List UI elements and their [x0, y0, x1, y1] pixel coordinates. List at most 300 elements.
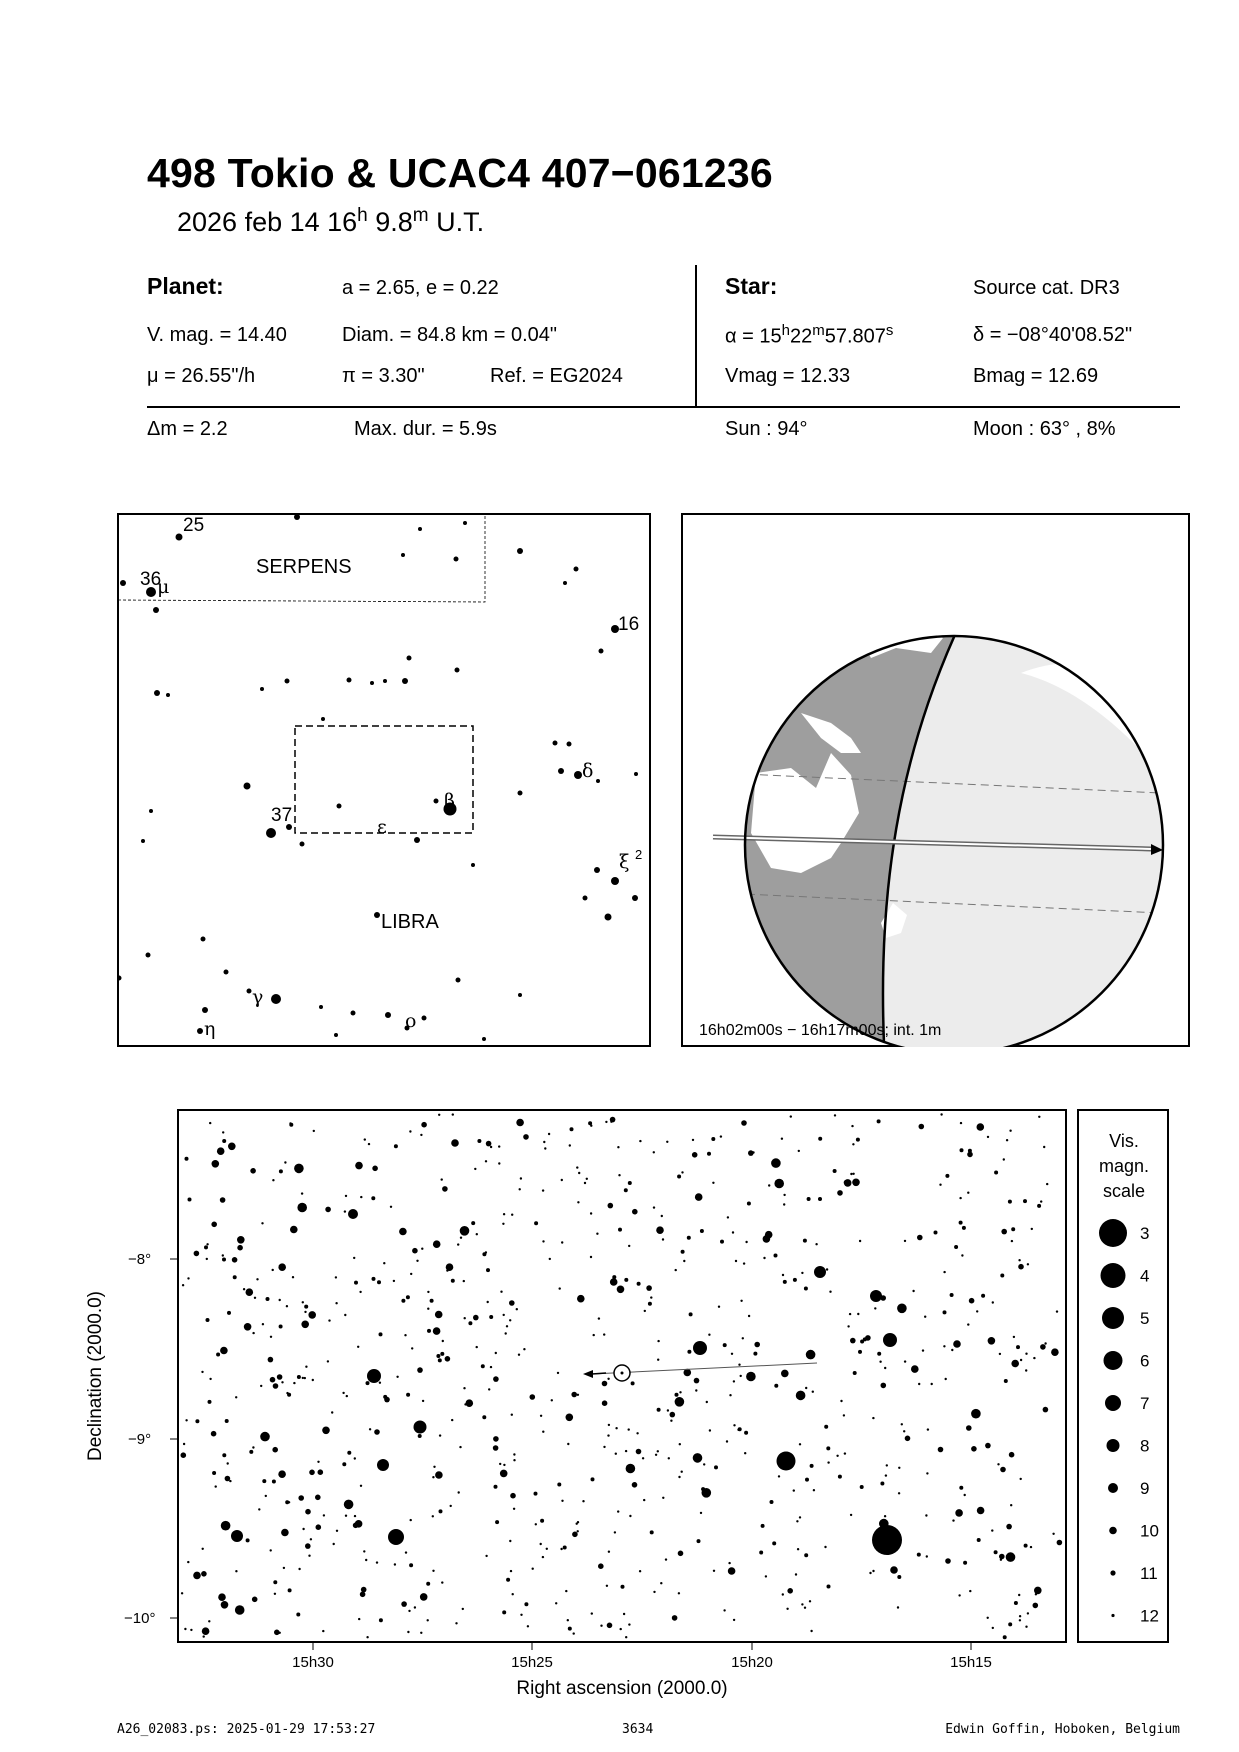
field-star: [462, 1608, 464, 1610]
y-axis-label: Declination (2000.0): [85, 1290, 106, 1462]
field-star: [279, 1299, 281, 1301]
field-star: [971, 1446, 977, 1452]
field-star: [451, 1419, 453, 1421]
field-star: [374, 1429, 380, 1435]
bright-star: [231, 1530, 243, 1542]
field-star: [410, 1273, 412, 1275]
field-star: [281, 1529, 289, 1537]
field-star: [748, 1315, 750, 1317]
field-star: [603, 1333, 605, 1335]
field-star: [561, 1241, 563, 1243]
field-star: [966, 1425, 972, 1431]
field-star: [273, 1580, 277, 1584]
field-star: [305, 1366, 307, 1368]
field-star: [201, 1571, 207, 1577]
field-star: [566, 1414, 574, 1422]
field-star: [450, 1505, 452, 1507]
field-star: [729, 1394, 731, 1396]
field-star: [433, 1327, 441, 1335]
field-star: [985, 1443, 991, 1449]
field-star: [969, 1298, 975, 1304]
field-star: [220, 1347, 228, 1355]
field-star: [960, 1148, 964, 1152]
field-star: [629, 1515, 631, 1517]
field-star: [967, 1323, 969, 1325]
field-star: [246, 1288, 254, 1296]
field-star: [561, 1179, 563, 1181]
field-star: [353, 1257, 355, 1259]
finder-star: [563, 581, 567, 585]
field-star: [958, 1594, 960, 1596]
field-star: [279, 1325, 283, 1329]
field-star: [987, 1617, 989, 1619]
constellation-label: SERPENS: [256, 556, 352, 578]
star-heading: Star:: [725, 273, 778, 299]
field-star: [209, 1122, 211, 1124]
field-star: [890, 1566, 898, 1574]
field-star: [427, 1329, 431, 1333]
field-star: [355, 1520, 363, 1528]
field-star: [212, 1471, 216, 1475]
field-star: [498, 1162, 500, 1164]
field-star: [270, 1336, 272, 1338]
field-star: [628, 1623, 630, 1625]
field-star: [368, 1143, 370, 1145]
field-star: [790, 1115, 792, 1117]
field-star: [563, 1546, 567, 1550]
field-star: [843, 1414, 845, 1416]
field-star: [655, 1454, 657, 1456]
field-star: [509, 1540, 511, 1542]
finder-star: [285, 679, 290, 684]
finder-star: [407, 656, 412, 661]
finder-star: [454, 557, 459, 562]
field-star: [863, 1337, 867, 1341]
field-star: [509, 1319, 511, 1321]
field-star: [743, 1262, 745, 1264]
finder-star: [201, 937, 206, 942]
scale-dot: [1102, 1307, 1124, 1329]
field-star: [208, 1400, 212, 1404]
field-star: [502, 1610, 506, 1614]
field-star: [195, 1419, 199, 1423]
field-star: [420, 1632, 422, 1634]
finder-star: [422, 1016, 427, 1021]
field-star: [270, 1549, 272, 1551]
field-star: [672, 1615, 678, 1621]
field-star: [675, 1269, 677, 1271]
field-star: [723, 1343, 727, 1347]
field-star: [897, 1575, 901, 1579]
field-star: [782, 1274, 784, 1276]
field-star: [917, 1235, 923, 1241]
finder-star: [599, 649, 604, 654]
field-star: [206, 1318, 210, 1322]
field-star: [706, 1401, 708, 1403]
finder-star: [224, 970, 229, 975]
field-star: [735, 1260, 737, 1262]
table-rules: [0, 0, 1239, 460]
field-star: [615, 1453, 617, 1455]
field-star: [433, 1240, 441, 1248]
field-star: [774, 1254, 778, 1258]
field-star: [844, 1452, 846, 1454]
field-star: [623, 1613, 625, 1615]
field-star: [607, 1434, 609, 1436]
field-star: [416, 1260, 418, 1262]
field-star: [354, 1281, 358, 1285]
finder-star: [383, 679, 387, 683]
star-right-ascension: $\alpha = 15^h22^m57.807^s$: [725, 322, 894, 348]
field-star: [918, 1383, 920, 1385]
field-star: [1043, 1407, 1049, 1413]
field-star: [511, 1414, 513, 1416]
field-star: [542, 1189, 544, 1191]
finder-star: [149, 809, 153, 813]
field-star: [662, 1238, 664, 1240]
field-star: [455, 1622, 457, 1624]
field-star: [532, 1568, 534, 1570]
field-star: [590, 1256, 592, 1258]
field-star: [516, 1119, 524, 1127]
field-star: [967, 1192, 969, 1194]
bright-star: [693, 1341, 707, 1355]
field-star: [426, 1582, 430, 1586]
x-tick-label: 15h30: [292, 1654, 334, 1671]
star-label: μ: [157, 576, 170, 598]
field-star: [827, 1461, 829, 1463]
field-star: [874, 1307, 876, 1309]
field-star: [404, 1334, 406, 1336]
field-star: [535, 1523, 537, 1525]
field-star: [281, 1381, 283, 1383]
field-star: [824, 1425, 828, 1429]
field-star: [335, 1302, 337, 1304]
field-star: [945, 1558, 951, 1564]
field-star: [765, 1575, 767, 1577]
field-star: [217, 1147, 225, 1155]
field-star: [183, 1443, 185, 1445]
field-star: [433, 1466, 435, 1468]
field-star: [774, 1179, 784, 1189]
y-tick-label: −8°: [128, 1251, 152, 1268]
field-star: [1056, 1310, 1058, 1312]
field-star: [401, 1299, 405, 1303]
field-star: [252, 1446, 254, 1448]
field-star: [361, 1587, 367, 1593]
field-star: [233, 1275, 237, 1279]
field-star: [687, 1350, 691, 1354]
field-star: [232, 1257, 238, 1263]
field-star: [414, 1606, 416, 1608]
field-star: [774, 1384, 778, 1388]
field-star: [799, 1443, 801, 1445]
field-star: [826, 1268, 828, 1270]
field-star: [222, 1131, 224, 1133]
field-star: [847, 1325, 849, 1327]
field-star: [503, 1464, 505, 1466]
field-star: [342, 1392, 344, 1394]
field-star: [807, 1197, 811, 1201]
finder-chart: [117, 513, 651, 1047]
field-star: [1018, 1594, 1020, 1596]
finder-star: [197, 1028, 203, 1034]
field-star: [945, 1378, 947, 1380]
field-star: [733, 1380, 735, 1382]
field-star: [675, 1397, 685, 1407]
field-star: [490, 1146, 492, 1148]
field-star: [1019, 1615, 1021, 1617]
field-star: [702, 1488, 712, 1498]
field-star: [409, 1563, 413, 1567]
field-star: [446, 1269, 448, 1271]
field-star: [689, 1312, 693, 1316]
field-star: [939, 1184, 941, 1186]
field-star: [523, 1134, 529, 1140]
scale-label: 5: [1140, 1309, 1150, 1328]
star-label: γ: [252, 986, 264, 1008]
field-star: [576, 1523, 578, 1525]
field-star: [853, 1371, 857, 1375]
field-star: [576, 1166, 578, 1168]
finder-star: [374, 912, 380, 918]
field-star: [358, 1618, 360, 1620]
field-star: [1003, 1158, 1005, 1160]
field-star: [211, 1431, 217, 1437]
field-star: [527, 1625, 529, 1627]
field-star: [934, 1231, 938, 1235]
field-star: [459, 1446, 461, 1448]
field-star: [598, 1317, 600, 1319]
field-star: [310, 1538, 312, 1540]
field-star: [851, 1125, 853, 1127]
footer-file: A26_02083.ps: 2025-01-29 17:53:27: [117, 1722, 376, 1737]
star-label: β: [444, 790, 455, 812]
scale-dot: [1101, 1263, 1126, 1288]
field-star: [187, 1277, 189, 1279]
finder-star: [334, 1033, 338, 1037]
field-star: [860, 1485, 864, 1489]
field-star: [408, 1610, 410, 1612]
field-star: [237, 1245, 243, 1251]
field-star: [606, 1585, 608, 1587]
field-star: [220, 1197, 226, 1203]
field-star: [709, 1429, 711, 1431]
field-star: [211, 1222, 217, 1228]
minute-unit: m: [412, 205, 429, 226]
field-star: [354, 1515, 356, 1517]
field-star: [700, 1512, 702, 1514]
field-star: [588, 1121, 592, 1125]
field-star: [738, 1364, 740, 1366]
field-star: [600, 1625, 602, 1627]
field-star: [810, 1464, 814, 1468]
field-star: [681, 1250, 685, 1254]
finder-star: [596, 779, 600, 783]
field-star: [476, 1346, 478, 1348]
field-star: [881, 1383, 887, 1389]
field-star: [693, 1453, 703, 1463]
field-star: [451, 1279, 455, 1283]
field-star: [608, 1551, 610, 1553]
field-star: [617, 1510, 619, 1512]
field-star: [278, 1470, 286, 1478]
field-star: [744, 1452, 746, 1454]
field-star: [258, 1508, 260, 1510]
star-label: 2: [635, 847, 643, 862]
scale-title: Vis.: [1109, 1131, 1139, 1151]
field-star: [557, 1372, 559, 1374]
y-ticks: [124, 1251, 178, 1627]
field-star: [968, 1149, 972, 1153]
field-star: [542, 1556, 544, 1558]
field-star: [614, 1531, 616, 1533]
scale-label: 7: [1140, 1394, 1150, 1413]
field-star: [962, 1226, 966, 1230]
finder-star: [321, 717, 325, 721]
field-star: [726, 1440, 728, 1442]
field-star: [296, 1613, 300, 1617]
field-star: [427, 1291, 429, 1293]
field-star: [277, 1374, 283, 1380]
field-star: [1025, 1353, 1027, 1355]
field-star: [959, 1221, 963, 1225]
field-star: [584, 1182, 586, 1184]
field-star: [737, 1429, 739, 1431]
field-star: [728, 1567, 736, 1575]
field-star: [383, 1262, 385, 1264]
field-star: [818, 1137, 822, 1141]
field-star: [187, 1561, 189, 1563]
field-star: [834, 1114, 836, 1116]
field-star: [898, 1492, 900, 1494]
planet-vmag: V. mag. = 14.40: [147, 324, 287, 346]
field-star: [357, 1346, 359, 1348]
field-star: [442, 1340, 444, 1342]
scale-dot: [1099, 1219, 1127, 1247]
field-star: [637, 1282, 641, 1286]
bright-star: [367, 1369, 381, 1383]
magnitude-drop: Δm = 2.2: [147, 418, 228, 440]
field-star: [513, 1459, 515, 1461]
field-star: [317, 1461, 319, 1463]
star-source: Source cat. DR3: [973, 277, 1120, 299]
field-star: [215, 1485, 217, 1487]
field-star: [354, 1457, 356, 1459]
field-star: [761, 1524, 765, 1528]
finder-star: [166, 693, 170, 697]
field-star: [249, 1450, 253, 1454]
field-star: [787, 1588, 793, 1594]
field-star: [286, 1305, 288, 1307]
field-star: [1020, 1359, 1022, 1361]
field-star: [235, 1396, 237, 1398]
field-star: [302, 1377, 304, 1379]
field-star: [926, 1555, 928, 1557]
field-star: [901, 1423, 903, 1425]
field-star: [586, 1178, 588, 1180]
field-star: [621, 1585, 625, 1589]
field-star: [963, 1561, 967, 1565]
field-star: [858, 1350, 862, 1354]
finder-star: [594, 867, 600, 873]
finder-star: [244, 783, 251, 790]
field-star: [636, 1449, 642, 1455]
field-star: [783, 1194, 785, 1196]
star-bmag: Bmag = 12.69: [973, 365, 1099, 387]
bright-star: [777, 1452, 796, 1471]
finder-star: [266, 828, 276, 838]
field-star: [670, 1420, 672, 1422]
field-star: [796, 1520, 798, 1522]
field-star: [610, 1121, 612, 1123]
field-star: [950, 1293, 954, 1297]
max-duration: Max. dur. = 5.9s: [354, 418, 497, 440]
field-star: [516, 1308, 518, 1310]
field-star: [188, 1198, 192, 1202]
field-star: [557, 1483, 561, 1487]
field-star: [297, 1375, 301, 1379]
finder-star: [337, 804, 342, 809]
field-star: [490, 1366, 492, 1368]
field-star: [778, 1475, 780, 1477]
field-star: [342, 1462, 346, 1466]
field-star: [661, 1215, 663, 1217]
field-star: [305, 1509, 311, 1515]
field-star: [502, 1223, 504, 1225]
field-star: [657, 1450, 659, 1452]
field-star: [829, 1291, 831, 1293]
scale-label: 6: [1140, 1351, 1150, 1371]
field-star: [390, 1206, 392, 1208]
field-star: [379, 1618, 383, 1622]
field-star: [692, 1139, 694, 1141]
field-star: [308, 1311, 316, 1319]
field-star: [243, 1288, 245, 1290]
scale-dot: [1109, 1527, 1117, 1535]
field-star: [660, 1582, 662, 1584]
field-star: [312, 1379, 314, 1381]
field-star: [697, 1539, 701, 1543]
field-star: [1011, 1227, 1015, 1231]
field-star: [401, 1601, 407, 1607]
field-star: [677, 1175, 681, 1179]
field-star: [994, 1550, 998, 1554]
field-star: [954, 1245, 958, 1249]
finder-star: [271, 994, 281, 1004]
field-star: [824, 1546, 826, 1548]
field-star: [1000, 1274, 1004, 1278]
field-star: [628, 1245, 630, 1247]
field-star: [567, 1443, 569, 1445]
field-star: [810, 1630, 812, 1632]
field-star: [227, 1462, 229, 1464]
field-star: [591, 1612, 593, 1614]
field-star: [632, 1209, 638, 1215]
field-star: [372, 1166, 378, 1172]
field-star: [301, 1321, 309, 1329]
finder-star: [370, 681, 374, 685]
field-star: [961, 1254, 963, 1256]
field-star: [625, 1450, 627, 1452]
field-star: [943, 1310, 947, 1314]
field-star: [681, 1471, 683, 1473]
field-star: [394, 1563, 396, 1565]
field-star: [360, 1485, 362, 1487]
field-star: [534, 1492, 538, 1496]
field-star: [912, 1290, 914, 1292]
field-star: [577, 1394, 579, 1396]
